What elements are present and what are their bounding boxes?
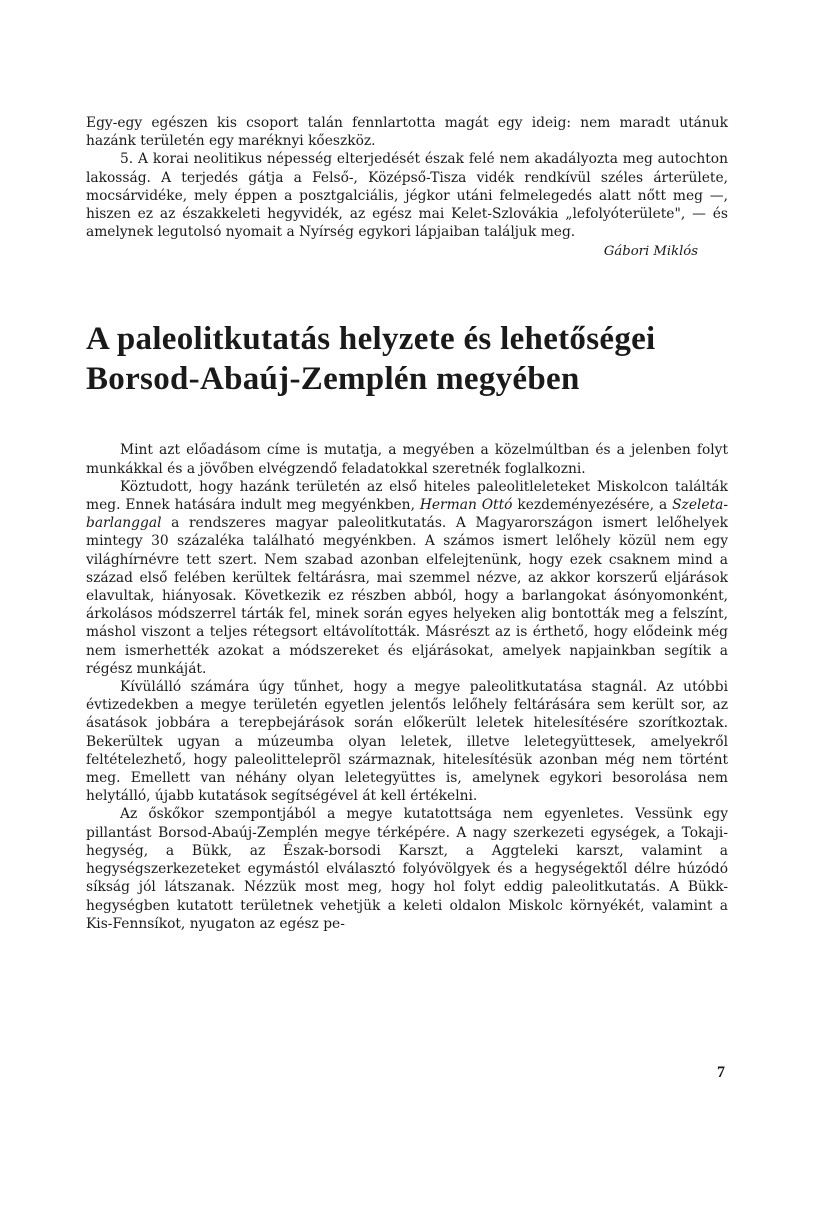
article-title-line-2: Borsod-Abaúj-Zemplén megyében [86, 361, 580, 398]
article-paragraph-1: Mint azt előadásom címe is mutatja, a megyében a közelmúltban és a jelenben folyt munkákkal és a jövőben elvégzendő feladatokkal szeretnék foglalkozni. [86, 442, 728, 477]
article-title-line-1: A paleolitkutatás helyzete és lehetőségei [86, 321, 656, 358]
author-signature: Gábori Miklós [603, 244, 698, 260]
cave-name: Szeleta-barlanggal [86, 497, 728, 532]
p2-text-c: a rendszeres magyar paleolitkutatás. A Magyarországon ismert lelőhelyek mintegy 30 százaléka található megyénkben. A számos ismert lelőhely közül nem egy világhírnévre tett szert. Nem szabad azonban elfelejtenünk, hogy ezek csaknem mind a század első felében kerültek feltárásra, mai szemmel nézve, az akkor korszerű eljárások elavultak, hiányosak. Következik ez részben abból, hogy a barlangokat ásónyomonként, árkolásos módszerrel tárták fel, minek során egyes helyeken alig bontották meg a felszínt, máshol viszont a teljes rétegsort eltávolították. Másrészt az is érthető, hogy elődeink még nem ismerhették azokat a módszereket és eljárásokat, amelyek napjainkban segítik a régész munkáját. [86, 515, 728, 677]
article-paragraph-3: Kívülálló számára úgy tűnhet, hogy a megye paleolitkutatása stagnál. Az utóbbi évtizedekben a megye területén egyetlen jelentős lelőhely feltárására sem került sor, az ásatások jobbára a terepbejárások során előkerült leletek hitelesítésére szorítkoztak. Bekerültek ugyan a múzeumba olyan leletek, illetve leletegyüttesek, amelyekről feltételezhető, hogy paleolitteleprõl származnak, hitelesítésük azonban még nem történt meg. Emellett van néhány olyan leletegyüttes is, amelynek egykori besorolása nem helytálló, újabb kutatások segítségével át kell értékelni. [86, 679, 728, 805]
p2-text-b: kezdeményezésére, a [512, 497, 673, 514]
page-content [86, 114, 728, 933]
article-body [86, 441, 728, 932]
article-title [86, 319, 728, 399]
article-paragraph-4: Az őskőkor szempontjából a megye kutatottsága nem egyenletes. Vessünk egy pillantást Borsod-Abaúj-Zemplén megye térképére. A nagy szerkezeti egységek, a Tokaji-hegység, a Bükk, az Észak-borsodi Karszt, a Aggteleki karszt, valamint a hegységszerkezeteket egymástól elválasztó folyóvölgyek és a hegységektől délre húzódó síkság jól látszanak. Nézzük most meg, hogy hol folyt eddig paleolitkutatás. A Bükk-hegységben kutatott területnek vehetjük a keleti oldalon Miskolc környékét, valamint a Kis-Fennsíkot, nyugaton az egész pe- [86, 806, 728, 932]
intro-paragraph-2: 5. A korai neolitikus népesség elterjedését észak felé nem akadályozta meg autochton lakosság. A terjedés gátja a Felső-, Középső-Tisza vidék rendkívül széles árterülete, mocsárvidéke, mely éppen a posztgalciális, jégkor utáni felmelegedés alatt nőtt meg —, hiszen ez az északkeleti hegyvidék, az egész mai Kelet-Szlovákia „lefolyóterülete", — és amelynek legutolsó nyomait a Nyírség egykori lápjaiban találjuk meg. [86, 151, 728, 241]
page-number: 7 [717, 1064, 725, 1081]
p2-text-a: Köztudott, hogy hazánk területén az első hiteles paleolitleleteket Miskolcon találták meg. Ennek hatására indult meg megyénkben, [86, 478, 728, 514]
person-name: Herman Ottó [419, 497, 513, 514]
intro-paragraph-1: Egy-egy egészen kis csoport talán fennlartotta magát egy ideig: nem maradt utánuk hazánk területén egy maréknyi kőeszköz. [86, 115, 728, 150]
article-paragraph-2 [86, 478, 728, 678]
